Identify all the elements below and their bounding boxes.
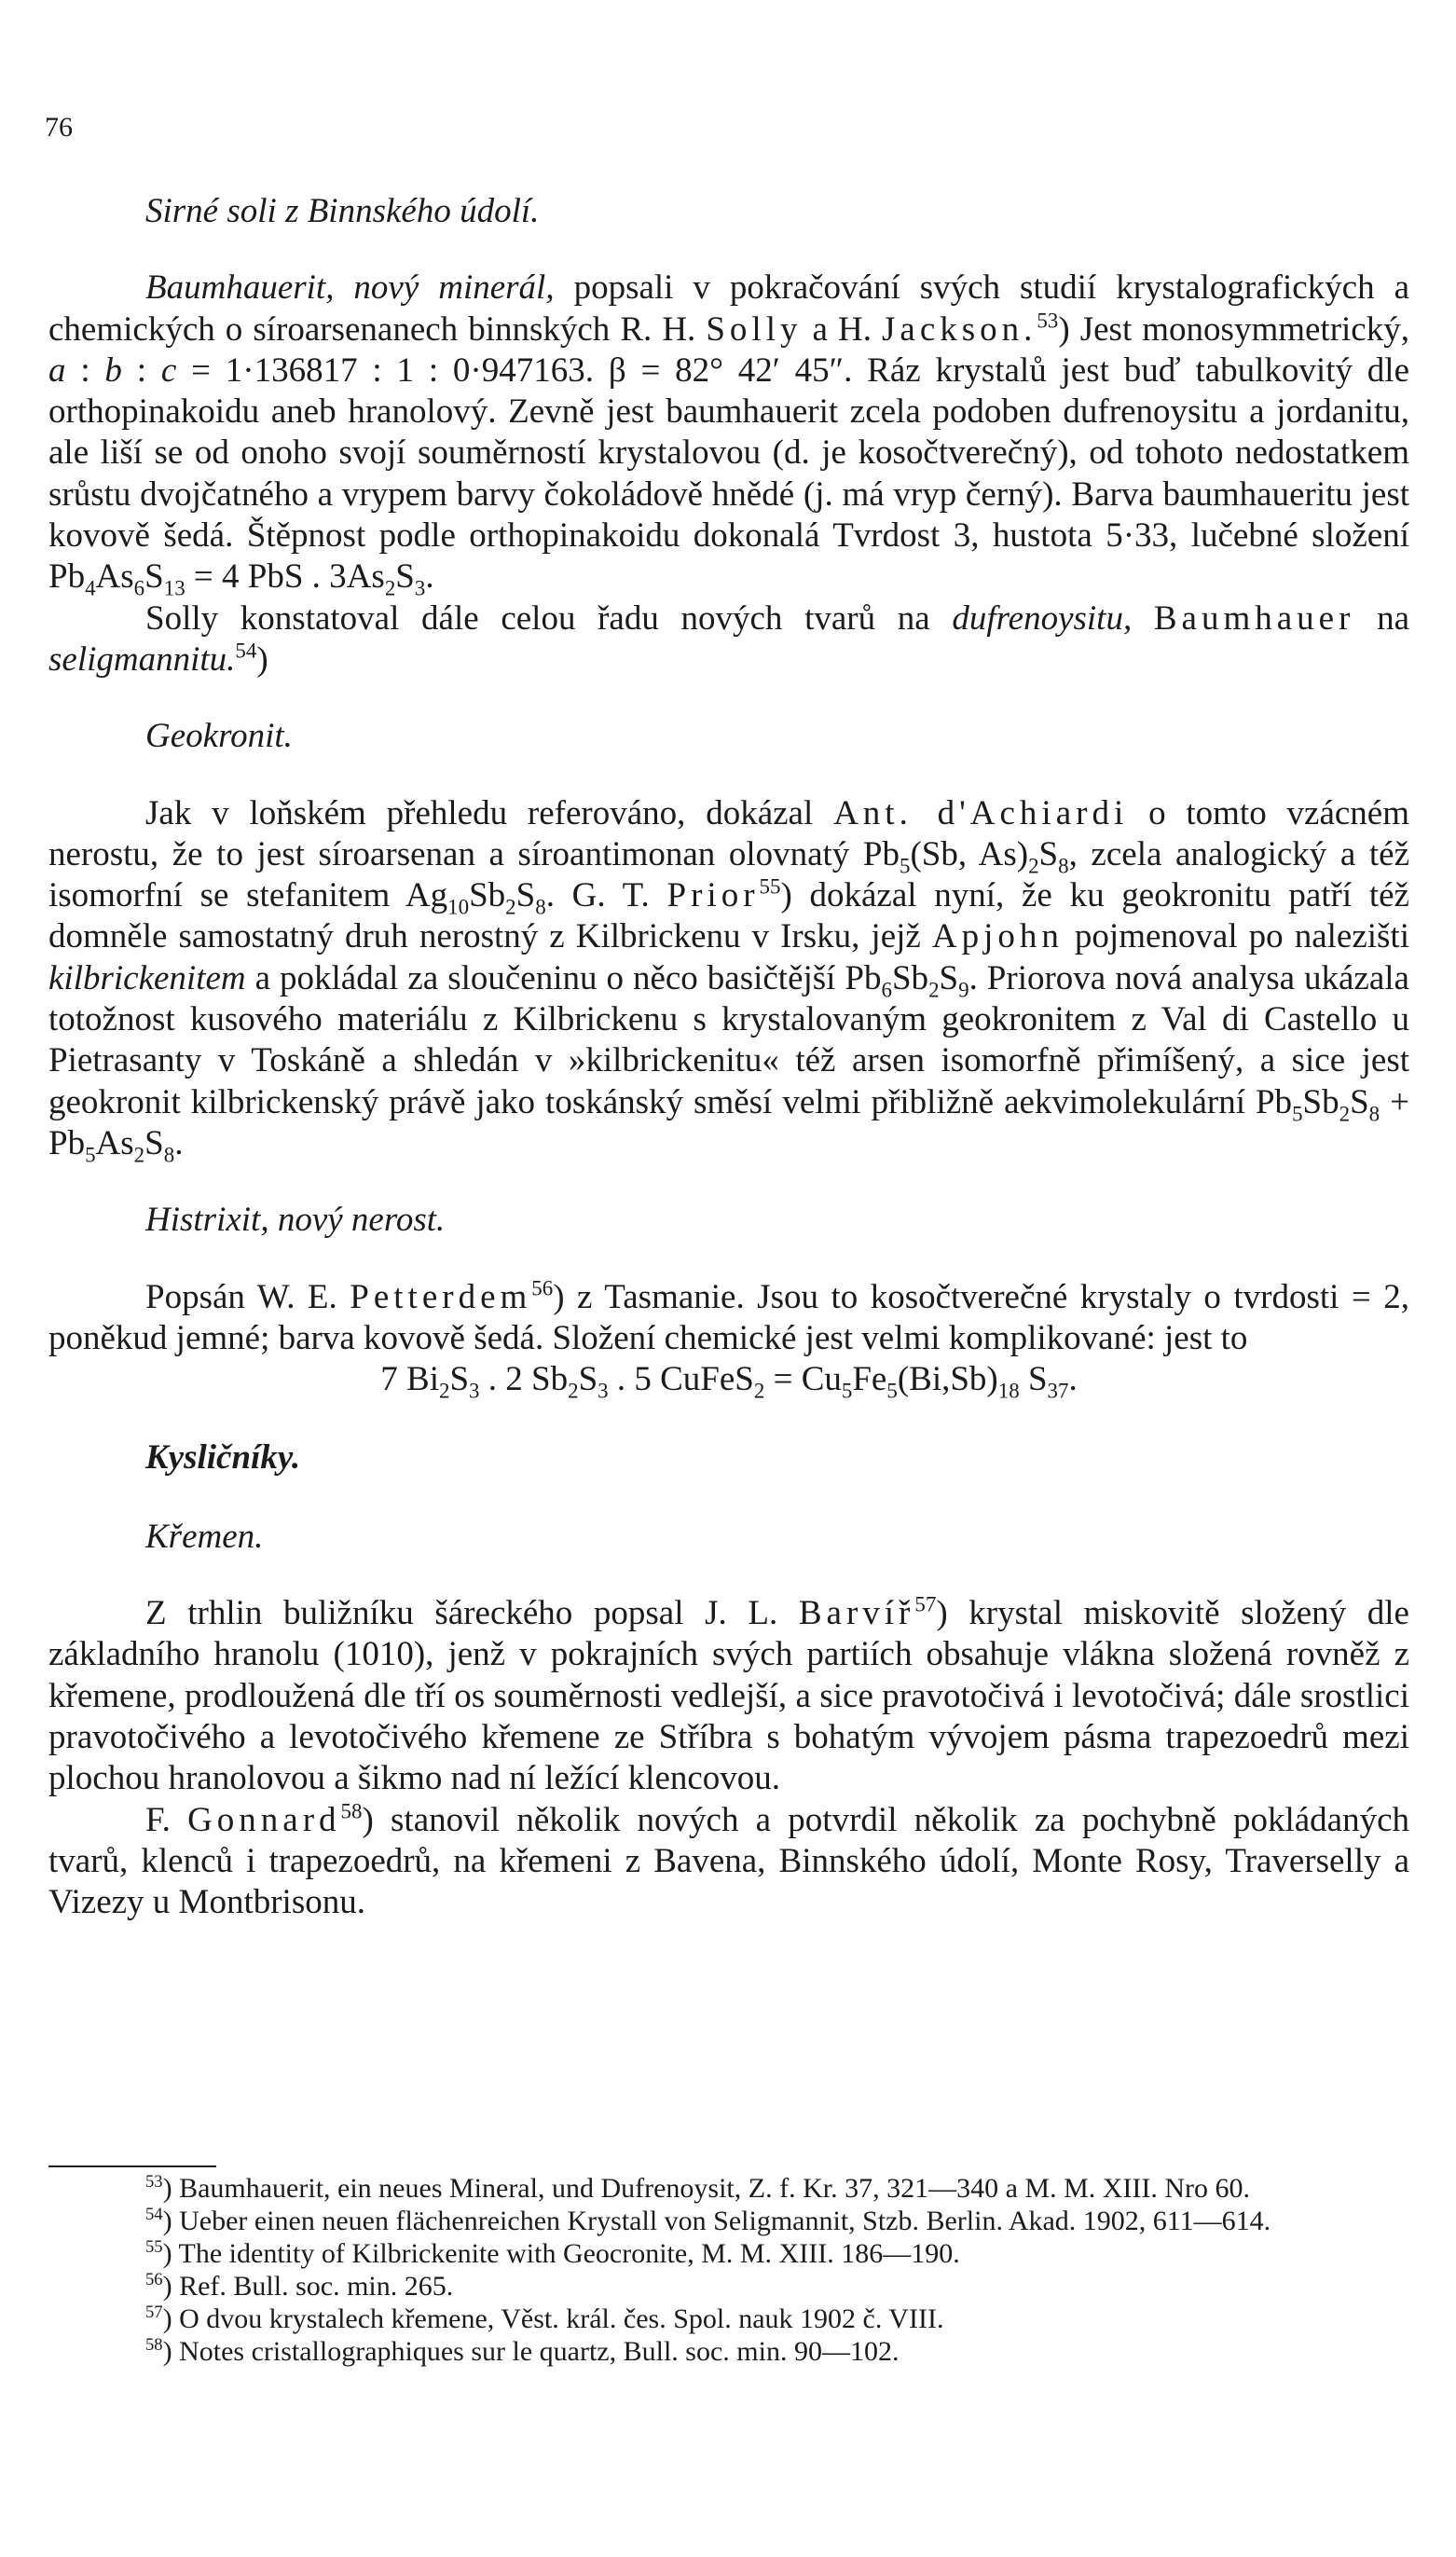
formula-histrixit: 7 $Bi_2S_3$ . 2 $Sb_2S_3$ . 5 CuFeS$_2$ = $Cu_5Fe_5(Bi,Sb)_{18}$ $S_{37}$. xyxy=(380,1360,1078,1403)
footnote: $^{55}$) The identity of Kilbrickenite with Geocronite, M. M. XIII. 186—190. xyxy=(145,2237,960,2269)
section-heading-histrixit: Histrixit, nový nerost. xyxy=(145,1201,446,1240)
footnote: $^{58}$) Notes cristallographiques sur le quartz, Bull. soc. min. 90—102. xyxy=(145,2335,900,2367)
section-heading-sulfosalts: Sirné soli z Binnského údolí. xyxy=(145,192,540,230)
page-number: 76 xyxy=(45,112,73,143)
footnote: $^{57}$) O dvou krystalech křemene, Věst. král. čes. Spol. nauk 1902 č. VIII. xyxy=(145,2303,944,2334)
paragraph-gonnard: F. Gonnard$^{58}$) stanovil několik nových a potvrdil několik za pochybně pokládaných tvarů, klenců i trapezoedrů, na křemeni z Bavena, Binnského údolí, Monte Rosy, Traverselly a Vizezy u Montbrisonu. xyxy=(48,1799,1409,1922)
paragraph-geokronit: Jak v loňském přehledu referováno, dokázal Ant. d'Achiardi o tomto vzácném nerostu, že to jest síroarsenan a síroantimonan olovnatý $Pb_5(Sb$, $As)_2S_8$, zcela analogický a též isomorfní se stefanitem $Ag_{10}Sb_2S_8$. G. T. Prior$^{55}$) dokázal nyní, že ku geokronitu patří též domněle samostatný druh nerostný z Kilbrickenu v Irsku, jejž Apjohn pojmenoval po nalezišti kilbrickenitem a pokládal za sloučeninu o něco basičtější $Pb_6Sb_2S_9$. Priorova nová analysa ukázala totožnost kusového materiálu z Kilbrickenu s krystalovaným geokronitem z Val di Castello u Pietrasanty v Toskáně a shledán v »kilbrickenitu« též arsen isomorfně přimíšený, a sice jest geokronit kilbrickenský právě jako toskánský směsí velmi přibližně aekvimolekulární $Pb_5Sb_2S_8 + Pb_5As_2S_8$. xyxy=(48,793,1409,1167)
section-heading-geokronit: Geokronit. xyxy=(145,717,293,756)
footnote: $^{56}$) Ref. Bull. soc. min. 265. xyxy=(145,2270,454,2302)
main-text xyxy=(48,191,1409,1923)
footnote-divider xyxy=(48,2165,216,2167)
footnote: $^{53}$) Baumhauerit, ein neues Mineral, und Dufrenoysit, Z. f. Kr. 37, 321—340 a M. M. XIII. Nro 60. xyxy=(145,2172,1251,2204)
section-heading-oxides: Kysličníky. xyxy=(145,1438,301,1478)
footnotes xyxy=(48,2172,1409,2368)
subsection-heading-quartz: Křemen. xyxy=(145,1517,264,1556)
footnote: $^{54}$) Ueber einen neuen flächenreichen Krystall von Seligmannit, Stzb. Berlin. Akad. 1902, 611—614. xyxy=(145,2205,1271,2236)
paragraph-solly: Solly konstatoval dále celou řadu nových tvarů na dufrenoysitu, Baumhauer na seligmannitu.$^{54}$) xyxy=(48,598,1409,679)
paragraph-baumhauerit: Baumhauerit, nový minerál, popsali v pokračování svých studií krystalografických a chemických o síroarsenanech binnských R. H. Solly a H. Jackson.$^{53}$) Jest monosymmetrický, a : b : c = 1·136817 : 1 : 0·947163. β = 82° 42′ 45″. Ráz krystalů jest buď tabulkovitý dle orthopinakoidu aneb hranolový. Zevně jest baumhauerit zcela podoben dufrenoysitu a jordanitu, ale liší se od onoho svojí souměrností krystalovou (d. je kosočtverečný), od tohoto nedostatkem srůstu dvojčatného a vrypem barvy čokoládově hnědé (j. má vryp černý). Barva baumhaueritu jest kovově šedá. Štěpnost podle orthopinakoidu dokonalá Tvrdost 3, hustota 5·33, lučebné složení $Pb_4As_6S_{13} = 4$ PbS . $3As_2S_3$. xyxy=(48,268,1410,600)
paragraph-histrixit: Popsán W. E. Petterdem$^{56}$) z Tasmanie. Jsou to kosočtverečné krystaly o tvrdosti = 2, poněkud jemné; barva kovově šedá. Složení chemické jest velmi komplikované: jest to xyxy=(48,1276,1410,1357)
paragraph-barvir: Z trhlin buližníku šáreckého popsal J. L. Barvíř$^{57}$) krystal miskovitě složený dle základního hranolu (1010), jenž v pokrajních svých partiích obsahuje vlákna složená rovněž z křemene, prodloužená dle tří os souměrnosti vedlejší, a sice pravotočivá i levotočivá; dále srostlici pravotočivého a levotočivého křemene ze Stříbra s bohatým vývojem pásma trapezoedrů mezi plochou hranolovou a šikmo nad ní ležící klencovou. xyxy=(48,1592,1409,1798)
